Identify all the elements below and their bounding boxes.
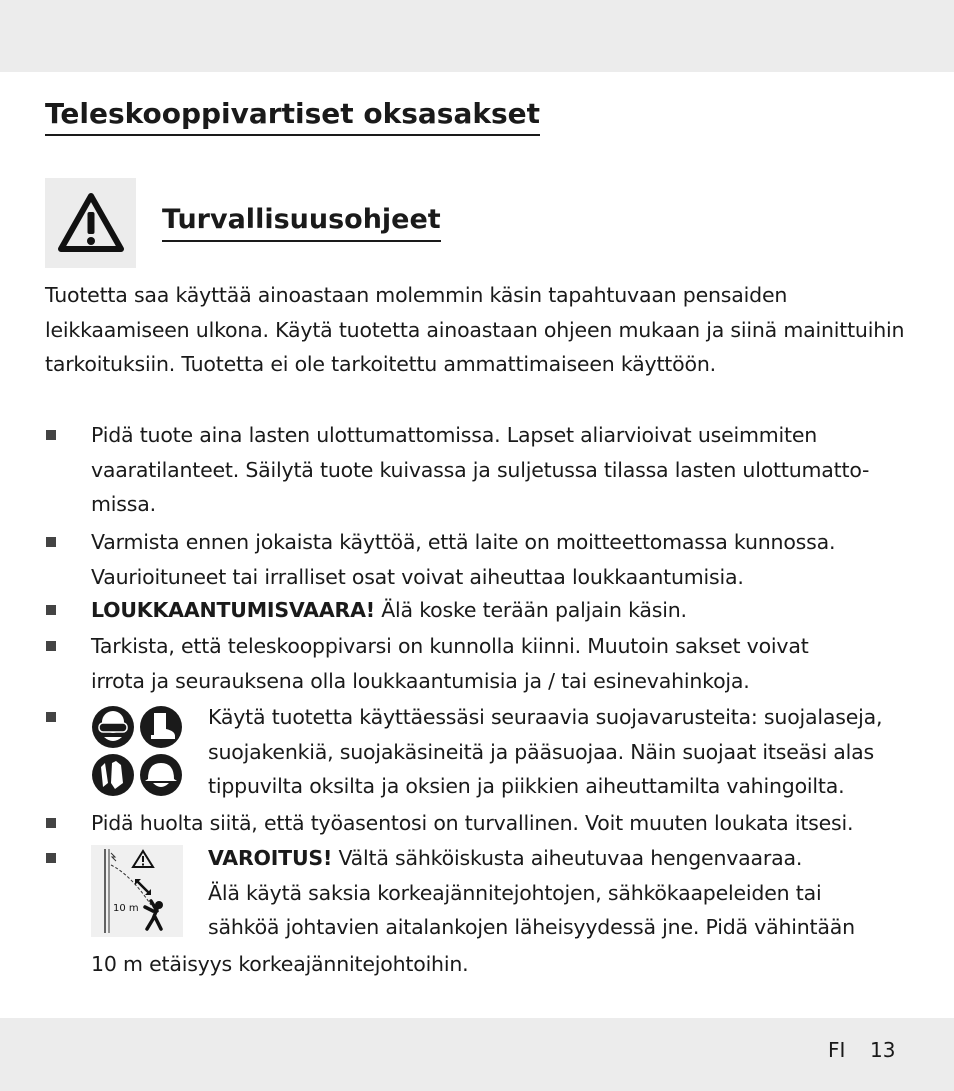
section-title: Turvallisuusohjeet [162, 200, 441, 242]
bullet-marker [46, 818, 56, 828]
footer-language: FI [828, 1038, 846, 1062]
safety-gloves-icon [91, 753, 135, 797]
list-item: Pidä tuote aina lasten ulottumattomissa. Lapset aliarvioivat useimmiten vaaratilanteet. Säilytä tuote kuivassa ja suljetussa tilassa lasten ulottumatto- missa. [91, 423, 870, 516]
distance-label: 10 m [113, 903, 139, 914]
page-title: Teleskooppivartiset oksasakset [45, 94, 540, 136]
warning-label: VAROITUS! [208, 846, 333, 870]
page-number: 13 [870, 1038, 896, 1062]
bullet-marker [46, 430, 56, 440]
list-item: Tarkista, että teleskooppivarsi on kunnolla kiinni. Muutoin sakset voivat irrota ja seurauksena olla loukkaantumisia ja / tai esinevahinkoja. [91, 634, 809, 693]
list-item: VAROITUS! Vältä sähköiskusta aiheutuvaa hengenvaaraa. Älä käytä saksia korkeajännitejohtojen, sähkökaapeleiden tai sähköä johtavien aitalankojen läheisyydessä jne. Pidä vähintään [208, 846, 855, 939]
safety-goggles-icon [91, 705, 135, 749]
list-item: LOUKKAANTUMISVAARA! Älä koske terään paljain käsin. [91, 598, 687, 622]
bullet-marker [46, 605, 56, 615]
warning-triangle-icon [57, 192, 125, 254]
list-item: Pidä huolta siitä, että työasentosi on turvallinen. Voit muuten loukata itsesi. [91, 811, 854, 835]
helmet-icon [139, 753, 183, 797]
warning-label: LOUKKAANTUMISVAARA! [91, 598, 375, 622]
bottom-band [0, 1018, 954, 1091]
bullet-marker [46, 853, 56, 863]
safety-boots-icon [139, 705, 183, 749]
bullet-marker [46, 537, 56, 547]
list-item: Varmista ennen jokaista käyttöä, että laite on moitteettomassa kunnossa. Vaurioituneet tai irralliset osat voivat aiheuttaa loukkaantumisia. [91, 530, 836, 589]
top-band [0, 0, 954, 72]
warning-box [45, 178, 136, 268]
list-item-continuation: 10 m etäisyys korkeajännitejohtoihin. [91, 952, 469, 976]
bullet-marker [46, 641, 56, 651]
power-line-distance-icon [91, 845, 183, 937]
ppe-icons [91, 705, 183, 797]
intro-paragraph: Tuotetta saa käyttää ainoastaan molemmin käsin tapahtuvaan pensaiden leikkaamiseen ulkona. Käytä tuotetta ainoastaan ohjeen mukaan ja siinä mainittuihin tarkoituksiin. Tuotetta ei ole tarkoitettu ammattimaiseen käyttöön. [45, 283, 905, 376]
list-item: Käytä tuotetta käyttäessäsi seuraavia suojavarusteita: suojalaseja, suojakenkiä, suojakäsineitä ja pääsuojaa. Näin suojaat itseäsi alas tippuvilta oksilta ja oksien ja piikkien aiheuttamilta vahingoilta. [208, 705, 883, 798]
bullet-marker [46, 712, 56, 722]
